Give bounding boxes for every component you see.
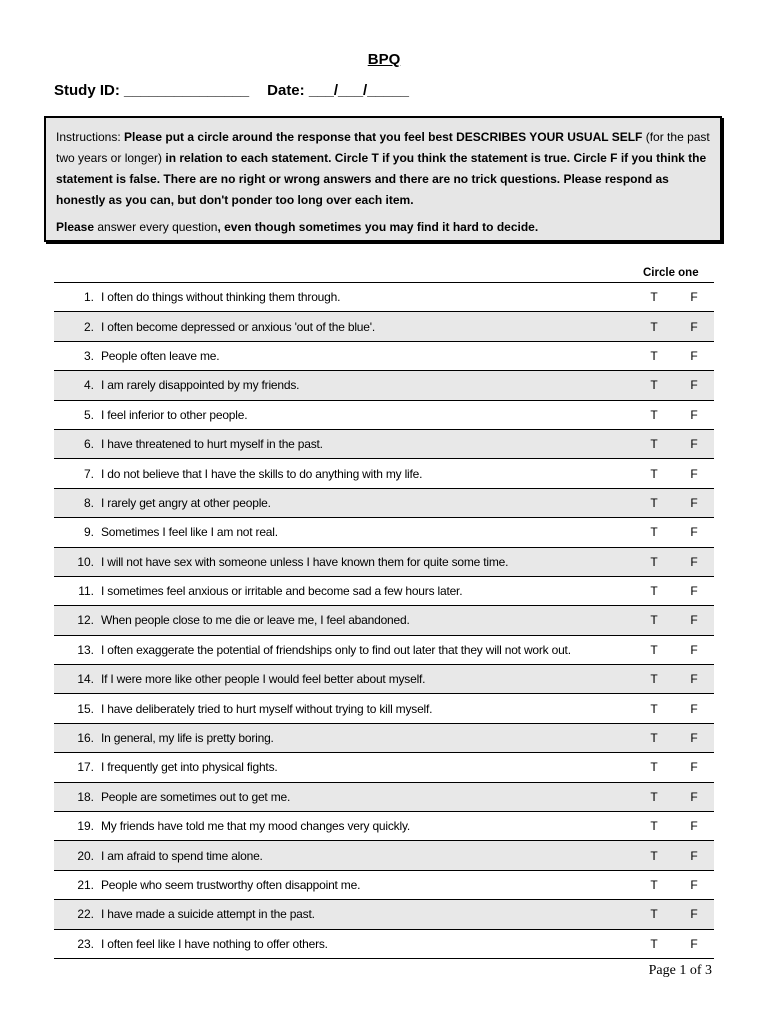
question-statement: I frequently get into physical fights.	[101, 760, 278, 775]
question-statement: When people close to me die or leave me, I feel abandoned.	[101, 613, 410, 628]
question-number: 10.	[77, 554, 94, 569]
answer-true-option[interactable]: T	[650, 437, 658, 452]
study-id-field[interactable]: Study ID: _______________	[54, 82, 250, 99]
question-statement: People often leave me.	[101, 348, 220, 363]
question-row	[54, 312, 714, 341]
question-number: 14.	[77, 672, 94, 687]
answer-false-option[interactable]: F	[690, 554, 698, 569]
answer-false-option[interactable]: F	[690, 701, 698, 716]
answer-true-option[interactable]: T	[650, 789, 658, 804]
question-statement: I often become depressed or anxious 'out of the blue'.	[101, 319, 375, 334]
question-number: 23.	[77, 936, 94, 951]
answer-false-option[interactable]: F	[690, 760, 698, 775]
question-statement: I am rarely disappointed by my friends.	[101, 378, 300, 393]
answer-true-option[interactable]: T	[650, 495, 658, 510]
question-number: 3.	[83, 348, 94, 363]
date-field[interactable]: Date: ___/___/_____	[267, 82, 409, 99]
answer-true-option[interactable]: T	[650, 819, 658, 834]
question-number: 22.	[77, 907, 94, 922]
answer-true-option[interactable]: T	[650, 701, 658, 716]
answer-true-option[interactable]: T	[650, 613, 658, 628]
question-row	[54, 665, 714, 694]
question-statement: I am afraid to spend time alone.	[101, 848, 263, 863]
question-number: 16.	[77, 731, 94, 746]
question-row	[54, 606, 714, 635]
question-row	[54, 342, 714, 371]
answer-true-option[interactable]: T	[650, 348, 658, 363]
answer-false-option[interactable]: F	[690, 848, 698, 863]
answer-true-option[interactable]: T	[650, 290, 658, 305]
question-statement: I have threatened to hurt myself in the past.	[101, 437, 323, 452]
questions-table	[54, 282, 714, 959]
answer-true-option[interactable]: T	[650, 554, 658, 569]
question-row	[54, 783, 714, 812]
question-statement: I sometimes feel anxious or irritable and become sad a few hours later.	[101, 584, 463, 599]
question-row	[54, 577, 714, 606]
answer-true-option[interactable]: T	[650, 407, 658, 422]
question-statement: I often exaggerate the potential of friendships only to find out later that they will not work out.	[101, 642, 571, 657]
question-row	[54, 812, 714, 841]
question-row	[54, 401, 714, 430]
answer-false-option[interactable]: F	[690, 819, 698, 834]
question-row	[54, 930, 714, 959]
question-statement: I have made a suicide attempt in the past.	[101, 907, 315, 922]
answer-true-option[interactable]: T	[650, 907, 658, 922]
question-statement: Sometimes I feel like I am not real.	[101, 525, 278, 540]
answer-true-option[interactable]: T	[650, 319, 658, 334]
answer-true-option[interactable]: T	[650, 848, 658, 863]
question-row	[54, 841, 714, 870]
answer-false-option[interactable]: F	[690, 584, 698, 599]
question-row	[54, 636, 714, 665]
question-statement: I will not have sex with someone unless I have known them for quite some time.	[101, 554, 509, 569]
answer-true-option[interactable]: T	[650, 731, 658, 746]
answer-false-option[interactable]: F	[690, 495, 698, 510]
question-row	[54, 518, 714, 547]
question-number: 7.	[83, 466, 94, 481]
question-row	[54, 900, 714, 929]
column-header-circle-one: Circle one	[643, 267, 699, 279]
instructions-paragraph-1: Instructions: Please put a circle around the response that you feel best DESCRIBES YOUR USUAL SELF (for the past two years or longer) in relation to each statement. Circle T if you think the statement is true. Circle F if you think the statement is false. There are no right or wrong answers and there are no trick questions. Please respond as honestly as you can, but don't ponder too long over each item.	[56, 130, 710, 207]
question-statement: I feel inferior to other people.	[101, 407, 248, 422]
question-number: 12.	[77, 613, 94, 628]
question-number: 19.	[77, 819, 94, 834]
answer-true-option[interactable]: T	[650, 378, 658, 393]
answer-false-option[interactable]: F	[690, 348, 698, 363]
question-statement: If I were more like other people I would feel better about myself.	[101, 672, 426, 687]
answer-false-option[interactable]: F	[690, 407, 698, 422]
question-row	[54, 371, 714, 400]
question-statement: I rarely get angry at other people.	[101, 495, 271, 510]
question-number: 9.	[83, 525, 94, 540]
question-statement: People who seem trustworthy often disappoint me.	[101, 878, 361, 892]
question-statement: I have deliberately tried to hurt myself without trying to kill myself.	[101, 701, 433, 716]
answer-false-option[interactable]: F	[690, 907, 698, 922]
question-number: 17.	[77, 760, 94, 775]
question-row	[54, 489, 714, 518]
question-number: 8.	[83, 495, 94, 510]
question-row	[54, 459, 714, 488]
answer-false-option[interactable]: F	[690, 672, 698, 687]
answer-false-option[interactable]: F	[690, 789, 698, 804]
answer-false-option[interactable]: F	[690, 290, 698, 305]
question-statement: My friends have told me that my mood changes very quickly.	[101, 819, 410, 834]
question-row	[54, 283, 714, 312]
question-number: 1.	[83, 290, 94, 305]
question-number: 13.	[77, 642, 94, 657]
answer-false-option[interactable]: F	[690, 936, 698, 951]
answer-true-option[interactable]: T	[650, 760, 658, 775]
answer-false-option[interactable]: F	[690, 642, 698, 657]
question-row	[54, 753, 714, 782]
answer-true-option[interactable]: T	[650, 584, 658, 599]
answer-false-option[interactable]: F	[690, 466, 698, 481]
answer-false-option[interactable]: F	[690, 525, 698, 540]
answer-true-option[interactable]: T	[650, 936, 658, 951]
question-statement: In general, my life is pretty boring.	[101, 731, 274, 746]
answer-false-option[interactable]: F	[690, 731, 698, 746]
page-title: BPQ	[367, 51, 401, 68]
page-number: Page 1 of 3	[648, 963, 712, 978]
answer-true-option[interactable]: T	[650, 878, 658, 892]
answer-false-option[interactable]: F	[690, 437, 698, 452]
question-number: 11.	[78, 584, 94, 599]
instructions-box	[44, 116, 722, 242]
answer-true-option[interactable]: T	[650, 525, 658, 540]
header-fields	[54, 82, 409, 99]
answer-false-option[interactable]: F	[690, 878, 698, 892]
answer-false-option[interactable]: F	[690, 378, 698, 393]
question-row	[54, 871, 714, 900]
question-number: 4.	[83, 378, 94, 393]
question-number: 18.	[77, 789, 94, 804]
question-statement: I often do things without thinking them through.	[101, 290, 341, 305]
question-number: 20.	[77, 848, 94, 863]
question-row	[54, 724, 714, 753]
question-row	[54, 694, 714, 723]
answer-true-option[interactable]: T	[650, 672, 658, 687]
question-statement: People are sometimes out to get me.	[101, 789, 291, 804]
question-statement: I often feel like I have nothing to offer others.	[101, 936, 328, 951]
answer-false-option[interactable]: F	[690, 319, 698, 334]
question-row	[54, 548, 714, 577]
question-number: 6.	[83, 437, 94, 452]
answer-false-option[interactable]: F	[690, 613, 698, 628]
answer-true-option[interactable]: T	[650, 642, 658, 657]
question-number: 15.	[77, 701, 94, 716]
question-row	[54, 430, 714, 459]
instructions-paragraph-2: Please answer every question, even though sometimes you may find it hard to decide.	[56, 220, 539, 234]
question-number: 5.	[83, 407, 94, 422]
question-number: 2.	[83, 319, 94, 334]
question-number: 21.	[77, 878, 94, 892]
answer-true-option[interactable]: T	[650, 466, 658, 481]
question-statement: I do not believe that I have the skills to do anything with my life.	[101, 466, 423, 481]
